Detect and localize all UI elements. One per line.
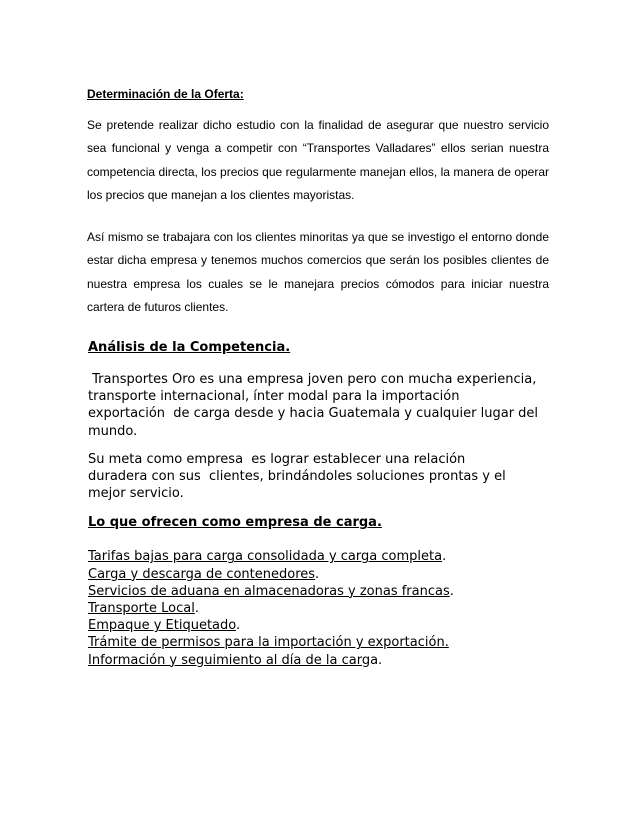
oferta-paragraph-1: Se pretende realizar dicho estudio con la finalidad de asegurar que nuestro servicio sea funcional y venga a competir con “Transportes Valladares” ellos serian nuestra competencia directa, los precios que regularmente manejan ellos, la manera de operar los precios que manejan a los clientes mayoristas. — [87, 118, 549, 202]
list-item-text: Carga y descarga de contenedores — [88, 566, 316, 582]
list-item — [88, 652, 558, 669]
list-item — [88, 583, 558, 600]
competencia-heading: Análisis de la Competencia. — [88, 340, 291, 355]
list-item — [88, 548, 558, 565]
oferta-section — [87, 86, 549, 319]
list-item — [88, 566, 558, 583]
competencia-p2-line-2: duradera con sus clientes, brindándoles soluciones prontas y el — [88, 469, 506, 485]
competencia-p1-line-1: Transportes Oro es una empresa joven pero con mucha experiencia, — [88, 372, 537, 387]
competencia-p1-line-4: mundo. — [88, 423, 138, 439]
competencia-paragraph-1 — [88, 371, 558, 440]
competencia-p1-line-2: transporte internacional, ínter modal para la importación — [88, 389, 460, 405]
list-item — [88, 634, 558, 651]
list-item — [88, 617, 558, 634]
list-item-text: Transporte Local — [88, 601, 195, 617]
competencia-section — [88, 339, 558, 669]
list-item-text: Empaque y Etiquetado — [88, 618, 236, 634]
list-item-text: Tarifas bajas para carga consolidada y carga completa — [88, 549, 443, 565]
list-item-text: Información y seguimiento al día de la carg — [88, 652, 371, 668]
ofrecen-heading: Lo que ofrecen como empresa de carga. — [88, 515, 382, 531]
oferta-paragraph-2: Así mismo se trabajara con los clientes minoritas ya que se investigo el entorno donde estar dicha empresa y tenemos muchos comercios que serán los posibles clientes de nuestra empresa los cuales se le manejara precios cómodos para iniciar nuestra cartera de futuros clientes. — [87, 230, 549, 315]
list-item — [88, 600, 558, 617]
list-item-tail: a. — [370, 652, 383, 668]
list-item-text: Trámite de permisos para la importación y exportación. — [88, 635, 449, 651]
list-item-tail: . — [442, 549, 447, 565]
list-item-tail: . — [449, 583, 454, 599]
competencia-p2-line-1: Su meta como empresa es lograr establecer una relación — [88, 451, 466, 467]
list-item-tail: . — [315, 566, 320, 582]
list-item-tail: . — [194, 601, 199, 617]
list-item-text: Servicios de aduana en almacenadoras y zonas francas — [88, 583, 450, 599]
competencia-paragraph-2 — [88, 451, 558, 503]
competencia-p2-line-3: mejor servicio. — [88, 486, 184, 502]
list-item-tail: . — [236, 618, 241, 634]
competencia-p1-line-3: exportación de carga desde y hacia Guatemala y cualquier lugar del — [88, 406, 539, 422]
oferta-heading: Determinación de la Oferta: — [87, 87, 244, 101]
ofrecen-list — [88, 548, 558, 668]
